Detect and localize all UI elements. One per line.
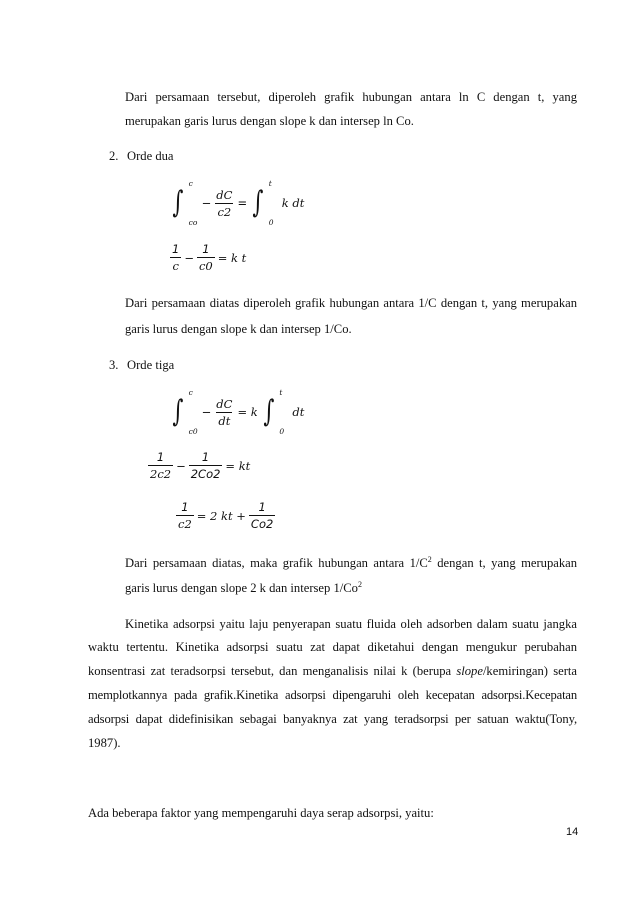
numerator: 1	[258, 500, 266, 514]
superscript: 2	[357, 579, 362, 589]
paragraph-line	[125, 581, 362, 596]
lower-limit: 0	[279, 427, 285, 436]
denominator: Co2	[250, 517, 274, 531]
denominator: c2	[178, 517, 192, 531]
denominator: 2Co2	[190, 467, 221, 481]
integral-limits	[279, 390, 289, 434]
list-item-title: Orde tiga	[127, 358, 175, 372]
minus-sign: −	[201, 405, 212, 419]
minus-sign: −	[201, 196, 212, 210]
numerator: 1	[201, 450, 210, 464]
numerator: 1	[172, 242, 180, 256]
fraction	[214, 397, 234, 428]
paragraph-line: garis lurus dengan slope k dan intersep 1/Co.	[125, 322, 352, 336]
numerator: 1	[156, 450, 165, 464]
numerator: dC	[216, 396, 233, 411]
fraction	[214, 188, 234, 219]
integral-sign: ∫	[172, 185, 184, 220]
paragraph-line: 1987).	[88, 736, 121, 750]
upper-limit: t	[279, 388, 283, 397]
upper-limit: c	[188, 179, 193, 188]
fraction	[189, 450, 223, 481]
numerator: dC	[216, 187, 233, 202]
integral-sign: ∫	[252, 185, 264, 220]
denominator: c0	[198, 259, 213, 273]
paragraph-line: adsorpsi dapat didefinisikan sebagai banyaknya zat yang teradsorpsi per satuan waktu(Tony,	[88, 712, 577, 726]
italic-term: slope	[456, 664, 483, 678]
integral-limits	[189, 390, 199, 434]
equals-sign: =	[237, 196, 248, 210]
paragraph-line: waktu tertentu. Kinetika adsorpsi suatu zat dapat diketahui dengan mengukur perubahan	[88, 640, 577, 654]
text-run: konsentrasi zat teradsorpsi tersebut, dan menganalisis nilai k (berupa	[88, 664, 452, 678]
paragraph-line: Dari persamaan diatas diperoleh grafik hubungan antara 1/C dengan t, yang merupakan	[125, 296, 577, 310]
paragraph-line	[125, 556, 577, 571]
denominator: c	[172, 259, 179, 273]
denominator: c2	[217, 204, 232, 219]
integral-sign: ∫	[263, 394, 275, 429]
denominator: 2c2	[150, 467, 172, 481]
numerator: 1	[181, 500, 189, 514]
text-run: Dari persamaan diatas, maka grafik hubungan antara 1/C	[125, 556, 428, 570]
minus-sign: −	[184, 250, 194, 265]
fraction	[148, 450, 173, 481]
rhs-term: = kt	[225, 458, 251, 473]
fraction	[170, 242, 181, 273]
minus-sign: −	[176, 458, 186, 473]
paragraph-line: Kinetika adsorpsi yaitu laju penyerapan suatu fluida oleh adsorben dalam suatu jangka	[125, 617, 577, 631]
rhs-term: k dt	[281, 196, 305, 210]
text-run: /kemiringan) serta	[482, 664, 577, 678]
page-number: 14	[566, 826, 579, 838]
fraction	[197, 242, 215, 273]
middle-term: = k	[237, 405, 258, 419]
integral-limits	[189, 181, 199, 225]
denominator: dt	[218, 413, 231, 428]
middle-term: = 2 kt +	[196, 508, 246, 523]
upper-limit: c	[188, 388, 193, 397]
text-run: garis lurus dengan slope 2 k dan intersep 1/Co	[125, 581, 358, 595]
integral-sign: ∫	[172, 394, 184, 429]
fraction	[249, 500, 275, 531]
equation-third-order-integral	[170, 390, 304, 434]
list-number: 3.	[109, 358, 119, 372]
numerator: 1	[202, 242, 210, 256]
lower-limit: co	[188, 218, 198, 227]
rhs-term: = k t	[217, 250, 247, 265]
lower-limit: 0	[268, 218, 274, 227]
integral-limits	[269, 181, 279, 225]
list-number: 2.	[109, 149, 119, 163]
upper-limit: t	[268, 179, 272, 188]
paragraph-line	[88, 664, 577, 679]
rhs-term: dt	[292, 405, 305, 419]
superscript: 2	[427, 554, 432, 564]
text-run: dengan t, yang merupakan	[437, 556, 578, 570]
lower-limit: c0	[188, 427, 198, 436]
fraction	[176, 500, 194, 531]
paragraph-line: memplotkannya pada grafik.Kinetika adsorpsi dipengaruhi oleh kecepatan adsorpsi.Kecepatan	[88, 688, 577, 702]
paragraph-line: Ada beberapa faktor yang mempengaruhi daya serap adsorpsi, yaitu:	[88, 806, 434, 820]
equation-second-order-result	[170, 242, 246, 273]
paragraph-line: merupakan garis lurus dengan slope k dan intersep ln Co.	[125, 114, 414, 128]
list-item-title: Orde dua	[127, 149, 174, 163]
paragraph-line: Dari persamaan tersebut, diperoleh grafik hubungan antara ln C dengan t, yang	[125, 90, 577, 104]
equation-second-order-integral	[170, 181, 304, 225]
equation-third-order-result	[148, 450, 250, 481]
equation-third-order-rearranged	[176, 500, 275, 531]
